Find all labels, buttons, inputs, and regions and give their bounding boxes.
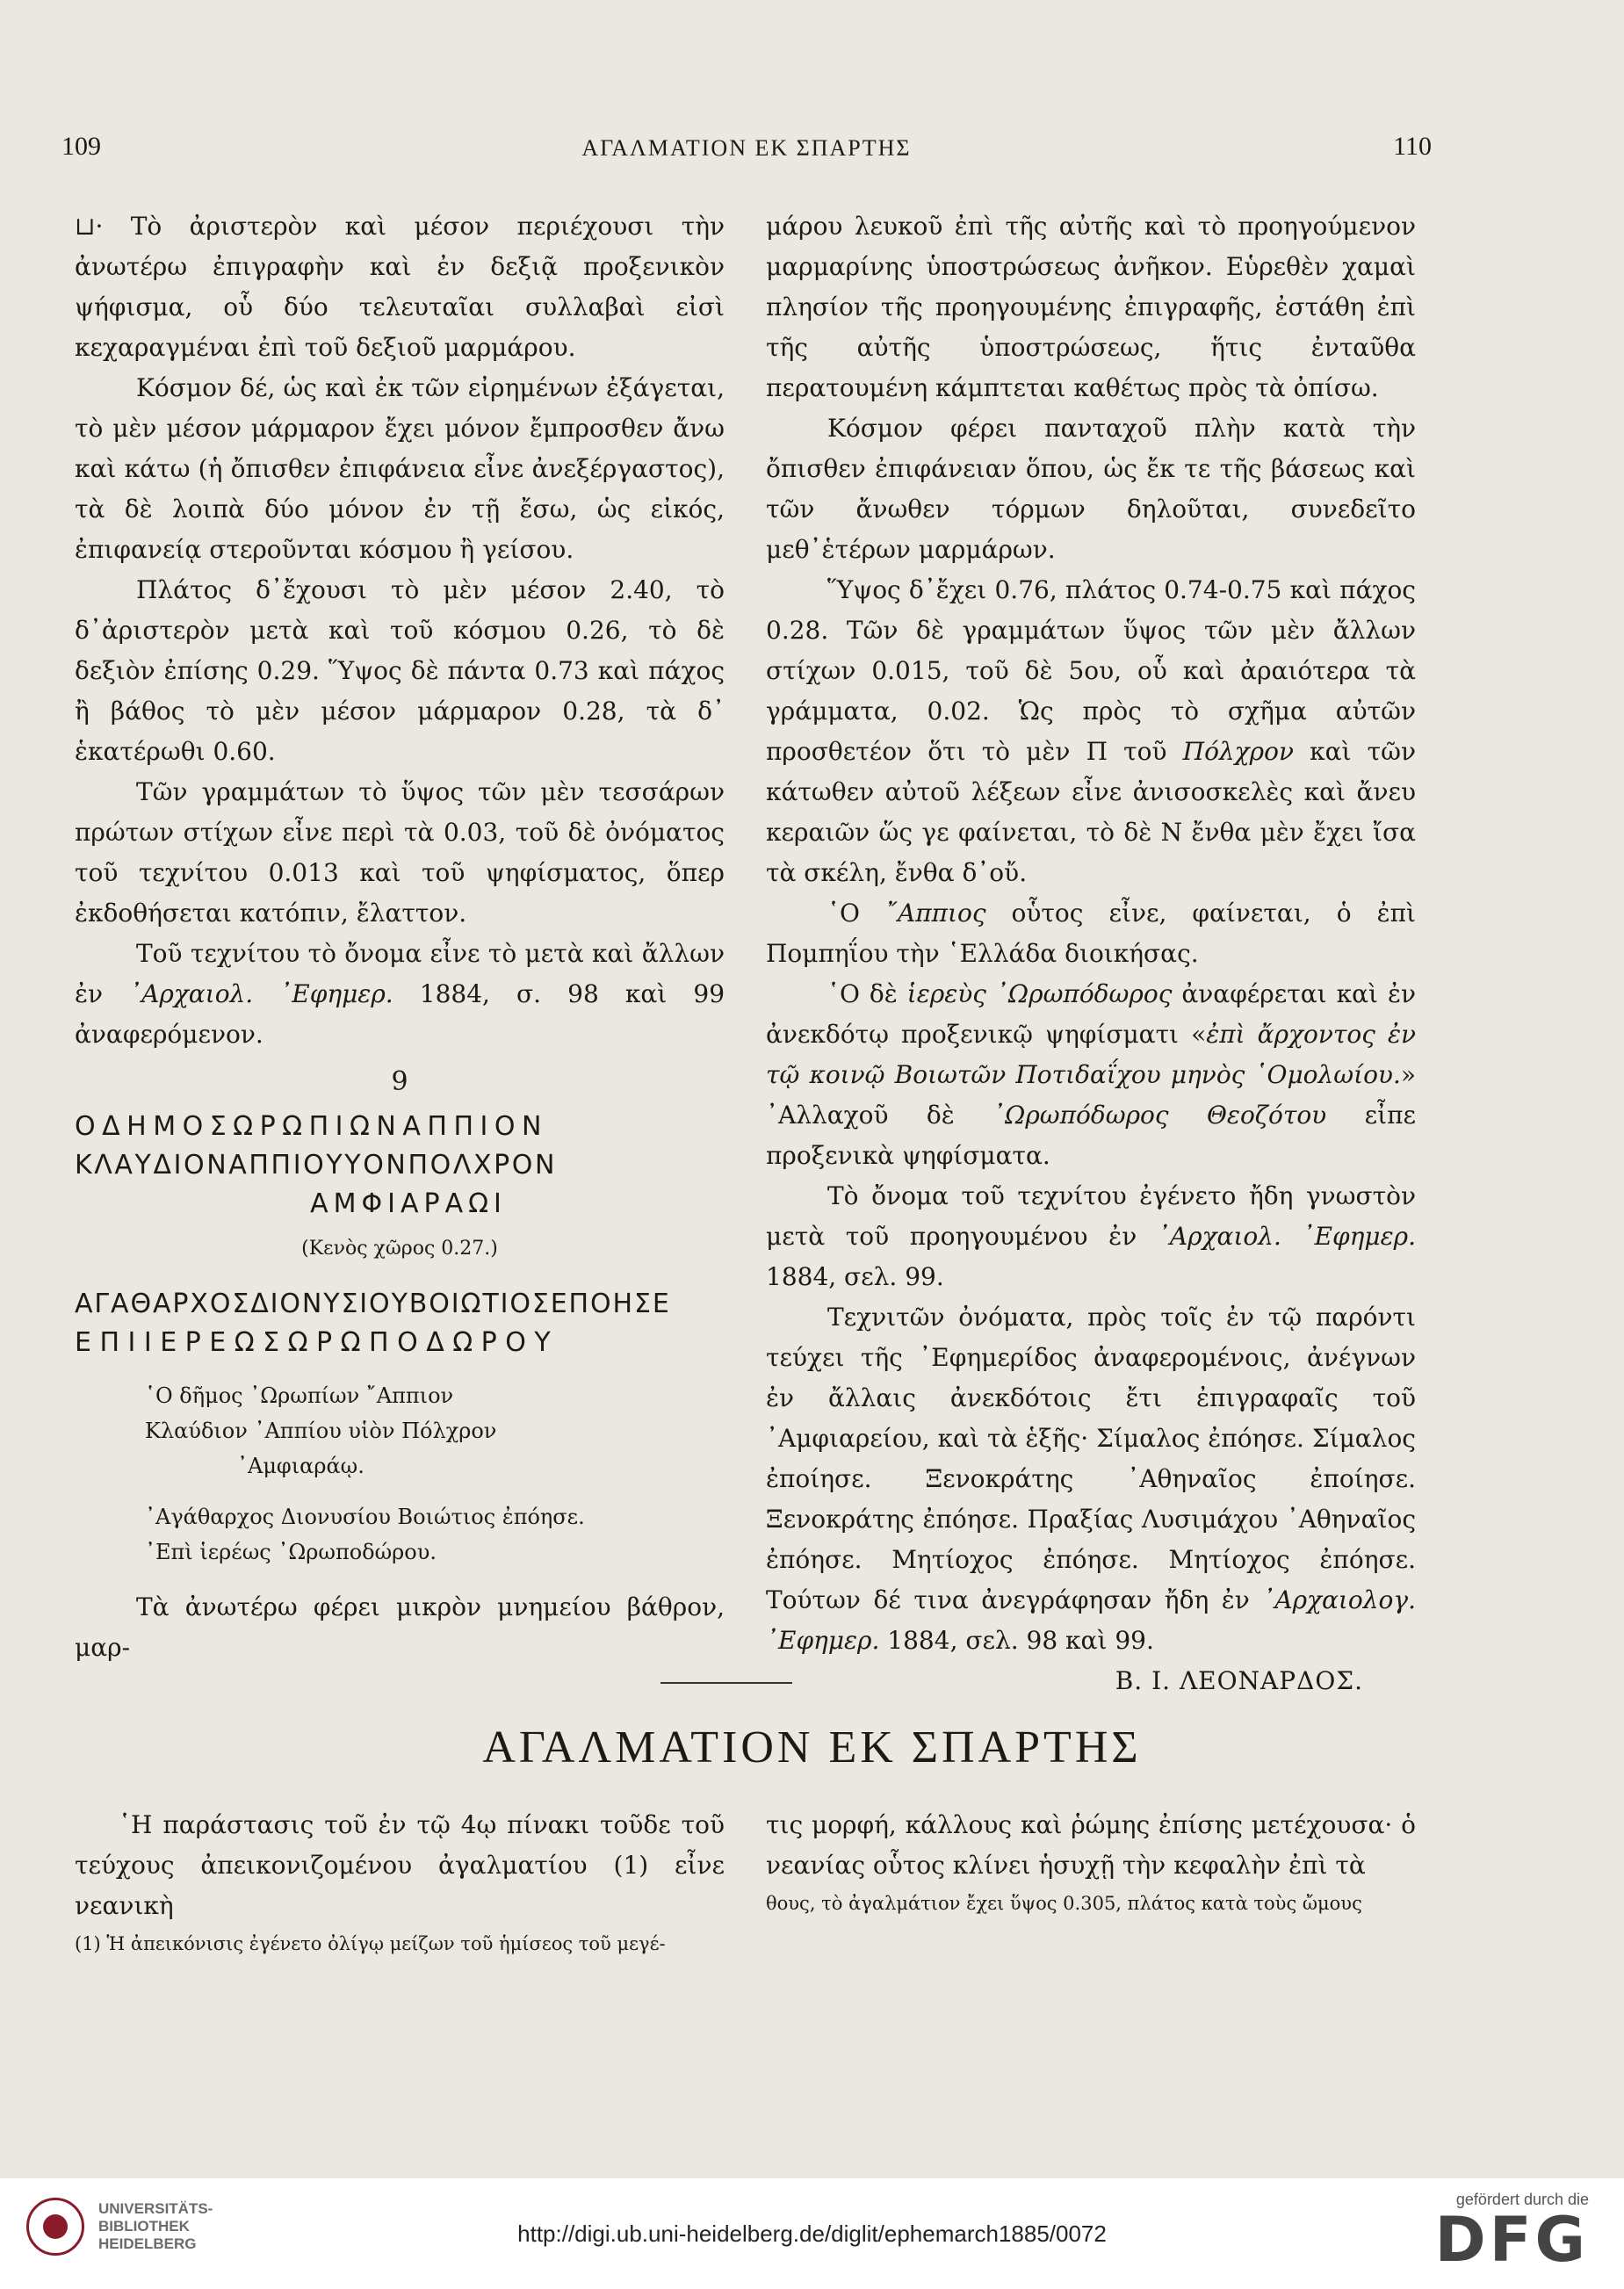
section-divider bbox=[660, 1682, 792, 1684]
funded-by-label: gefördert durch die bbox=[1455, 2191, 1589, 2208]
text-run: » ᾽Αλλαχοῦ δὲ bbox=[766, 1060, 1416, 1130]
inscription-line: ΚΛΑΥΔΙΟΝΑΠΠΙΟΥΥΟΝΠΟΛΧΡΟΝ bbox=[75, 1150, 558, 1181]
paragraph bbox=[766, 893, 1416, 974]
permalink[interactable]: http://digi.ub.uni-heidelberg.de/diglit/ephemarch1885/0072 bbox=[517, 2220, 1107, 2247]
library-name-line: BIBLIOTHEK bbox=[98, 2218, 190, 2235]
paragraph: Πλάτος δ᾽ἔχουσι τὸ μὲν μέσον 2.40, τὸ δ᾽ἀριστερὸν μετὰ καὶ τοῦ κόσμου 0.26, τὸ δὲ δεξιὸν ἐπίσης 0.29. Ὕψος δὲ πάντα 0.73 καὶ πάχος ἢ βάθος τὸ μὲν μέσον μάρμαρον 0.28, τὰ δ᾽ ἑκατέρωθι 0.60. bbox=[75, 575, 725, 766]
paragraph: ⊔· Τὸ ἀριστερὸν καὶ μέσον περιέχουσι τὴν ἀνωτέρω ἐπιγραφὴν καὶ ἐν δεξιᾷ προξενικὸν ψήφισμα, οὗ δύο τελευταῖαι συλλαβαὶ εἰσὶ κεχαραγμέναι ἐπὶ τοῦ δεξιοῦ μαρμάρου. bbox=[75, 212, 725, 362]
text-run: ἀναφέρεται καὶ ἐν ἀνεκδότῳ προξενικῷ ψηφίσματι « bbox=[766, 979, 1416, 1049]
transcription-line: ᾽Επὶ ἱερέως ᾽Ωρωποδώρου. bbox=[145, 1540, 437, 1564]
inscription-line: ΕΠΙΙΕΡΕΩΣΩΡΩΠΟΔΩΡΟΥ bbox=[75, 1327, 559, 1358]
inscription-line: ΑΜΦΙΑΡΑΩΙ bbox=[310, 1188, 507, 1219]
citation: Πόλχρον bbox=[1182, 737, 1294, 766]
transcription-line: Κλαύδιον ᾽Αππίου υἱὸν Πόλχρον bbox=[145, 1419, 497, 1443]
text-run: εἶπε προξενικὰ ψηφίσματα. bbox=[766, 1101, 1416, 1170]
paragraph: Κόσμον δέ, ὡς καὶ ἐκ τῶν εἰρημένων ἐξάγεται, τὸ μὲν μέσον μάρμαρον ἔχει μόνον ἔμπροσθεν ἄνω καὶ κάτω (ἡ ὄπισθεν ἐπιφάνεια εἶνε ἀνεξέργαστος), τὰ δὲ λοιπὰ δύο μόνον ἐν τῇ ἔσω, ὡς εἰκός, ἐπιφανείᾳ στεροῦνται κόσμου ἢ γείσου. bbox=[75, 373, 725, 564]
gap-note: (Κενὸς χῶρος 0.27.) bbox=[301, 1238, 498, 1260]
article-left-column bbox=[75, 1805, 725, 1960]
paragraph: ῾Η παράστασις τοῦ ἐν τῷ 4ῳ πίνακι τοῦδε τοῦ τεύχους ἀπεικονιζομένου ἀγαλματίου (1) εἶνε νεανικὴ bbox=[75, 1810, 725, 1920]
name-italic: ᾽Ωρωπόδωρος Θεοζότου bbox=[992, 1101, 1327, 1130]
transcription-line: ᾽Αγάθαρχος Διονυσίου Βοιώτιος ἐπόησε. bbox=[145, 1505, 585, 1529]
inscription-line: ΑΓΑΘΑΡΧΟΣΔΙΟΝΥΣΙΟΥΒΟΙΩΤΙΟΣΕΠΟΗΣΕ bbox=[75, 1289, 671, 1319]
spacer bbox=[145, 1484, 725, 1499]
paragraph bbox=[766, 570, 1416, 893]
author-signature: Β. Ι. ΛΕΟΝΑΡΔΟΣ. bbox=[1115, 1666, 1363, 1695]
article-title: ΑΓΑΛΜΑΤΙΟΝ ΕΚ ΣΠΑΡΤΗΣ bbox=[482, 1722, 1142, 1773]
digitization-footer bbox=[0, 2178, 1624, 2289]
footnote: θους, τὸ ἀγαλμάτιον ἔχει ὕψος 0.305, πλάτος κατὰ τοὺς ὤμους bbox=[766, 1893, 1362, 1914]
page-number-left: 109 bbox=[61, 132, 101, 161]
text-run: Τὸ ὄνομα τοῦ τεχνίτου ἐγένετο ἤδη γνωστὸν μετὰ τοῦ προηγουμένου ἐν bbox=[766, 1181, 1416, 1251]
text-run: 1884, σελ. 98 καὶ 99. bbox=[879, 1626, 1154, 1655]
inscription-line: ΟΔΗΜΟΣΩΡΩΠΙΩΝΑΠΠΙΟΝ bbox=[75, 1111, 548, 1142]
name-italic: ῎Αππιος bbox=[884, 899, 986, 928]
transcription-line: ῾Ο δῆμος ᾽Ωρωπίων ῎Αππιον bbox=[145, 1383, 454, 1408]
paragraph bbox=[766, 1176, 1416, 1297]
name-italic: ἱερεὺς ᾽Ωρωπόδωρος bbox=[906, 979, 1173, 1008]
citation: ᾽Αρχαιολ. ᾽Εφημερ. bbox=[1157, 1222, 1416, 1251]
footnote: (1) Ἡ ἀπεικόνισις ἐγένετο ὀλίγῳ μείζων τοῦ ἡμίσεος τοῦ μεγέ- bbox=[75, 1933, 666, 1954]
text-run: ῾Ο bbox=[827, 899, 885, 928]
citation: ᾽Αρχαιολ. ᾽Εφημερ. bbox=[129, 979, 393, 1008]
inscription-number: 9 bbox=[391, 1066, 408, 1097]
quote-italic: ἐπὶ ἄρχοντος ἐν τῷ κοινῷ Βοιωτῶν Ποτιδαΐχου μηνὸς ῾Ομολωίου. bbox=[766, 1020, 1416, 1089]
text-run: 1884, σ. 98 καὶ 99 ἀναφερόμενον. bbox=[75, 979, 725, 1049]
text-run: Τοῦ τεχνίτου τὸ ὄνομα εἶνε τὸ μετὰ καὶ ἄλλων ἐν bbox=[75, 939, 725, 1008]
citation: ᾽Αρχαιολογ. ᾽Εφημερ. bbox=[766, 1585, 1416, 1655]
text-run: Ὕψος δ᾽ἔχει 0.76, πλάτος 0.74-0.75 καὶ πάχος 0.28. Τῶν δὲ γραμμάτων ὕψος τῶν μὲν ἄλλων στίχων 0.015, τοῦ δὲ 5ου, οὗ καὶ ἀραιότερα τὰ γράμματα, 0.02. Ὡς πρὸς τὸ σχῆμα αὐτῶν προσθετέον ὅτι τὸ μὲν Π τοῦ bbox=[766, 575, 1416, 766]
right-column bbox=[766, 206, 1416, 1701]
paragraph: τις μορφή, κάλλους καὶ ῥώμης ἐπίσης μετέχουσα· ὁ νεανίας οὗτος κλίνει ἡσυχῇ τὴν κεφαλὴν ἐπὶ τὰ bbox=[766, 1810, 1416, 1880]
text-run: καὶ τῶν κάτωθεν αὐτοῦ λέξεων εἶνε ἀνισοσκελὲς καὶ ἄνευ κεραιῶν ὥς γε φαίνεται, τὸ δὲ Ν ἔνθα μὲν ἔχει ἴσα τὰ σκέλη, ἔνθα δ᾽οὔ. bbox=[766, 737, 1417, 887]
library-name-line: HEIDELBERG bbox=[98, 2235, 197, 2252]
text-run: 1884, σελ. 99. bbox=[766, 1262, 944, 1291]
paragraph: Κόσμον φέρει πανταχοῦ πλὴν κατὰ τὴν ὄπισθεν ἐπιφάνειαν ὅπου, ὡς ἔκ τε τῆς βάσεως καὶ τῶν ἄνωθεν τόρμων δηλοῦται, συνεδεῖτο μεθ᾽ἑτέρων μαρμάρων. bbox=[766, 414, 1416, 564]
paragraph: Τῶν γραμμάτων τὸ ὕψος τῶν μὲν τεσσάρων πρώτων στίχων εἶνε περὶ τὰ 0.03, τοῦ δὲ ὀνόματος τοῦ τεχνίτου 0.013 καὶ τοῦ ψηφίσματος, ὅπερ ἐκδοθήσεται κατόπιν, ἔλαττον. bbox=[75, 777, 725, 928]
paragraph bbox=[75, 934, 725, 1055]
paragraph bbox=[766, 974, 1416, 1176]
dfg-wordmark: DFG bbox=[1434, 2204, 1589, 2276]
transcription-line: ᾽Αμφιαράῳ. bbox=[237, 1454, 364, 1478]
text-run: Τεχνιτῶν ὀνόματα, πρὸς τοῖς ἐν τῷ παρόντι τεύχει τῆς ᾽Εφημερίδος ἀναφερομένοις, ἀνέγνων ἐν ἄλλαις ἀνεκδότοις ἔτι ἐπιγραφαῖς τοῦ ᾽Αμφιαρείου, καὶ τὰ ἑξῆς· Σίμαλος ἐπόησε. Σίμαλος ἐποίησε. Ξενοκράτης ᾽Αθηναῖος ἐποίησε. Ξενοκράτης ἐπόησε. Πραξίας Λυσιμάχου ᾽Αθηναῖος ἐπόησε. Μητίοχος ἐπόησε. Μητίοχος ἐπόησε. Τούτων δέ τινα ἀνεγράφησαν ἤδη ἐν bbox=[766, 1303, 1416, 1614]
paragraph: Τὰ ἀνωτέρω φέρει μικρὸν μνημείου βάθρον, μαρ- bbox=[75, 1592, 725, 1662]
page-number-right: 110 bbox=[1393, 132, 1432, 161]
text-run: ῾Ο δὲ bbox=[827, 979, 907, 1008]
article-right-column bbox=[766, 1805, 1416, 1919]
library-name-line: UNIVERSITÄTS- bbox=[98, 2200, 213, 2217]
text-run: οὗτος εἶνε, φαίνεται, ὁ ἐπὶ Πομπηΐου τὴν ῾Ελλάδα διοικήσας. bbox=[766, 899, 1416, 968]
transcription bbox=[75, 1378, 725, 1570]
paragraph bbox=[766, 1297, 1416, 1661]
running-title: ΑΓΑΛΜΑΤΙΟΝ ΕΚ ΣΠΑΡΤΗΣ bbox=[581, 135, 912, 161]
dfg-logo[interactable] bbox=[1434, 2191, 1589, 2276]
left-column bbox=[75, 206, 725, 1668]
paragraph: μάρου λευκοῦ ἐπὶ τῆς αὐτῆς καὶ τὸ προηγούμενον μαρμαρίνης ὑποστρώσεως ἀνῆκον. Εὑρεθὲν χαμαὶ πλησίον τῆς προηγουμένης ἐπιγραφῆς, ἐστάθη ἐπὶ τῆς αὐτῆς ὑποστρώσεως, ἥτις ἐνταῦθα περατουμένη κάμπτεται καθέτως πρὸς τὰ ὀπίσω. bbox=[766, 212, 1416, 402]
